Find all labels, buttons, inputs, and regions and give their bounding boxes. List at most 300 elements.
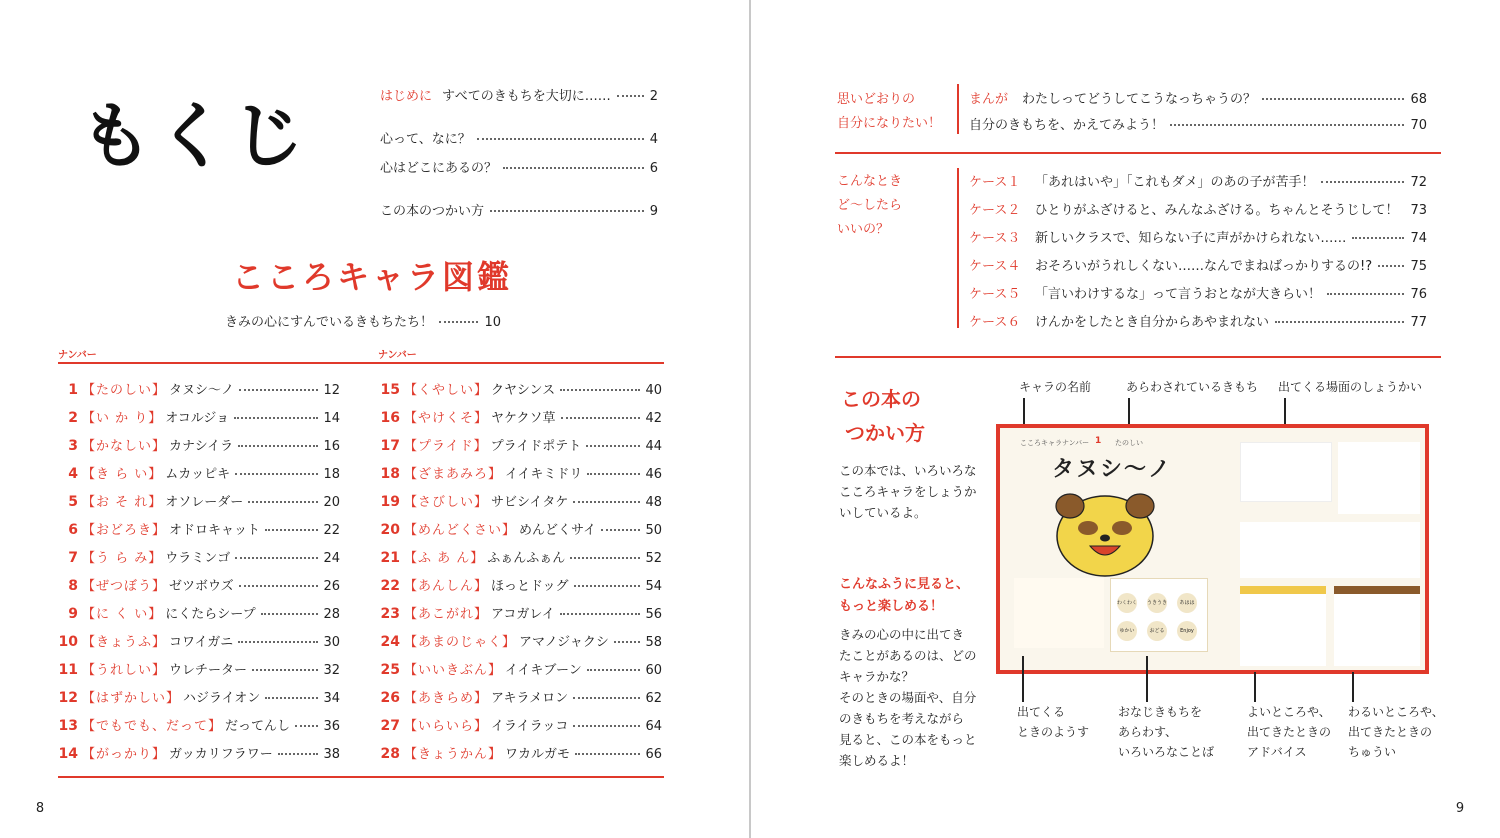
list-item[interactable] <box>374 687 662 705</box>
leader-dots <box>252 669 318 671</box>
entry-number: 8 <box>68 578 78 594</box>
entry-page: 22 <box>323 523 340 538</box>
howto-body-line: こころキャラをしょうか <box>839 484 977 499</box>
section2-rule <box>835 356 1441 358</box>
word-chip: おどる <box>1147 621 1167 641</box>
entry-name: ワカルガモ <box>505 747 571 762</box>
entry-name: ガッカリフラワー <box>169 747 273 762</box>
entry-number: 13 <box>58 718 78 734</box>
column-label-left: ナンバー <box>58 350 97 361</box>
case-page: 76 <box>1410 287 1427 302</box>
howto-body2 <box>839 624 977 771</box>
callout-line-text: 出てくる <box>1017 705 1066 719</box>
howto-body2-line: そのときの場面や、自分 <box>839 690 977 705</box>
entry-feeling: 【かなしい】 <box>82 439 167 454</box>
entry-name: にくたらシープ <box>165 607 256 622</box>
entry-name: ヤケクソ草 <box>491 411 556 426</box>
case-label: ケース２ <box>969 203 1021 218</box>
entry-feeling: 【いいきぶん】 <box>404 663 503 678</box>
list-item[interactable] <box>52 407 340 425</box>
section2-label <box>837 170 902 242</box>
entry-number: 3 <box>68 438 78 454</box>
list-item[interactable] <box>374 575 662 593</box>
entry-page: 24 <box>323 551 340 566</box>
callout-line-text: あらわす、 <box>1118 725 1178 739</box>
entry-name: だってんし <box>225 719 291 734</box>
leader-dots <box>1275 321 1404 323</box>
case-title: 新しいクラスで、知らない子に声がかけられない…… <box>1035 231 1347 246</box>
page-number-left: 8 <box>26 795 54 823</box>
entry-page: 34 <box>323 691 340 706</box>
toc-row-tag: はじめに <box>380 89 433 104</box>
leader-dots <box>1378 265 1404 267</box>
leader-dots <box>1321 181 1405 183</box>
leader-dots <box>574 585 641 587</box>
page-number-right: 9 <box>1446 795 1474 823</box>
sample-spread-thumbnail <box>996 424 1429 674</box>
case-label: ケース３ <box>969 231 1021 246</box>
page-title: もくじ <box>80 94 309 178</box>
howto-body2-line: 楽しめるよ！ <box>839 753 915 768</box>
entry-name: ゼツボウズ <box>169 579 234 594</box>
entry-name: サビシイタケ <box>491 495 569 510</box>
howto-subtitle-line1: こんなふうに見ると、 <box>839 577 970 592</box>
word-chip: Enjoy <box>1177 621 1197 641</box>
list-item[interactable] <box>374 659 662 677</box>
entry-page: 32 <box>323 663 340 678</box>
entry-name: イイキブーン <box>505 663 582 678</box>
leader-dots <box>573 725 640 727</box>
entry-feeling: 【くやしい】 <box>404 383 489 398</box>
entry-name: タヌシ～ノ <box>169 383 235 398</box>
entry-number: 1 <box>68 382 78 398</box>
list-item[interactable] <box>374 379 662 397</box>
thumb-header: こころキャラナンバー <box>1020 439 1090 447</box>
entry-page: 14 <box>323 411 340 426</box>
thumb-tag: たのしい <box>1115 439 1143 447</box>
entry-name: オドロキャット <box>169 523 261 538</box>
entry-page: 52 <box>645 551 662 566</box>
case-row[interactable] <box>969 199 1427 218</box>
entry-page: 44 <box>645 439 662 454</box>
leader-dots <box>477 138 644 140</box>
leader-dots <box>573 501 640 503</box>
leader-dots <box>239 585 319 587</box>
entry-feeling: 【ふ あ ん】 <box>404 551 485 566</box>
section1-row-page: 68 <box>1410 92 1427 107</box>
list-item[interactable] <box>374 519 662 537</box>
leader-dots <box>586 445 640 447</box>
entry-number: 16 <box>380 410 400 426</box>
entry-number: 19 <box>380 494 400 510</box>
toc-row-label: 心って、なに？ <box>380 132 471 147</box>
callout-line-text: おなじきもちを <box>1118 705 1203 719</box>
leader-dots <box>238 641 318 643</box>
case-label: ケース５ <box>969 287 1021 302</box>
leader-dots <box>248 501 318 503</box>
entry-name: アマノジャクシ <box>519 635 609 650</box>
case-title: けんかをしたとき自分からあやまれない <box>1035 315 1270 330</box>
entry-feeling: 【がっかり】 <box>82 747 167 762</box>
leader-dots <box>239 389 318 391</box>
leader-dots <box>278 753 319 755</box>
section1-label-line1: 思いどおりの <box>837 92 916 107</box>
leader-dots <box>295 725 318 727</box>
callout-line-text: 出てきたときの <box>1247 725 1332 739</box>
section-title: こころキャラ図鑑 <box>232 258 513 296</box>
entry-feeling: 【やけくそ】 <box>404 411 489 426</box>
leader-dots <box>490 210 644 212</box>
entry-feeling: 【はずかしい】 <box>82 691 181 706</box>
leader-dots <box>1352 237 1404 239</box>
left-page <box>0 0 749 838</box>
list-item[interactable] <box>52 715 340 733</box>
entry-number: 28 <box>380 746 400 762</box>
entry-name: ウレチーター <box>169 663 248 678</box>
list-item[interactable] <box>52 743 340 761</box>
entry-name: ハジライオン <box>183 691 261 706</box>
entry-number: 6 <box>68 522 78 538</box>
case-label: ケース６ <box>969 315 1021 330</box>
entry-page: 20 <box>323 495 340 510</box>
entry-page: 58 <box>645 635 662 650</box>
callout-advice <box>1247 702 1331 762</box>
section1-row-page: 70 <box>1410 118 1427 133</box>
entry-number: 15 <box>380 382 400 398</box>
callout-line <box>1352 672 1354 702</box>
entry-number: 27 <box>380 718 400 734</box>
entry-page: 54 <box>645 579 662 594</box>
entry-name: オコルジョ <box>165 411 230 426</box>
entry-number: 26 <box>380 690 400 706</box>
howto-body-line: いしているよ。 <box>839 505 927 520</box>
callout-scene: 出てくる場面のしょうかい <box>1278 380 1423 394</box>
list-item[interactable] <box>374 491 662 509</box>
case-page: 75 <box>1410 259 1427 274</box>
case-row[interactable] <box>969 255 1427 274</box>
entry-number: 9 <box>68 606 78 622</box>
thumb-text-block <box>1014 578 1104 648</box>
section1-label-line2: 自分になりたい！ <box>837 116 942 131</box>
howto-title-line2: つかい方 <box>845 421 925 445</box>
entry-page: 12 <box>323 383 340 398</box>
word-chip: ゆかい <box>1117 621 1137 641</box>
entry-feeling: 【い か り】 <box>82 411 163 426</box>
entry-number: 12 <box>58 690 78 706</box>
leader-dots <box>587 669 641 671</box>
entry-feeling: 【ざまあみろ】 <box>404 467 503 482</box>
list-item[interactable] <box>374 463 662 481</box>
howto-body-line: この本では、いろいろな <box>839 463 977 478</box>
entry-feeling: 【うれしい】 <box>82 663 167 678</box>
entry-name: イライラッコ <box>491 719 569 734</box>
entry-feeling: 【でもでも、だって】 <box>82 719 223 734</box>
leader-dots <box>575 753 640 755</box>
section1-row-text: 自分のきもちを、かえてみよう！ <box>969 118 1165 133</box>
leader-dots <box>560 389 640 391</box>
leader-dots <box>265 697 318 699</box>
toc-row-label: この本のつかい方 <box>380 204 485 219</box>
mascot-illustration <box>1030 484 1180 584</box>
callout-line-text: ときのようす <box>1017 725 1090 739</box>
entry-feeling: 【に く い】 <box>82 607 163 622</box>
callout-character-name: キャラの名前 <box>1019 380 1092 394</box>
entry-page: 60 <box>645 663 662 678</box>
thumb-character-name: タヌシ～ノ <box>1052 457 1173 482</box>
section-subtitle-page: 10 <box>484 315 501 330</box>
entry-feeling: 【う ら み】 <box>82 551 163 566</box>
entry-number: 17 <box>380 438 400 454</box>
entry-number: 14 <box>58 746 78 762</box>
column-label-right: ナンバー <box>378 350 417 361</box>
case-title: 「あれはいや」「これもダメ」のあの子が苦手！ <box>1035 175 1315 190</box>
entry-feeling: 【ぜつぼう】 <box>82 579 167 594</box>
list-item[interactable] <box>52 379 340 397</box>
section1-row-tag: まんが <box>969 92 1009 107</box>
entry-name: プライドポテト <box>490 439 582 454</box>
thumb-number: 1 <box>1095 436 1102 446</box>
howto-subtitle-line2: もっと楽しめる！ <box>839 599 944 614</box>
entry-page: 48 <box>645 495 662 510</box>
case-title: 「言いわけするな」って言うおとなが大きらい！ <box>1035 287 1322 302</box>
list-item[interactable] <box>52 659 340 677</box>
bottom-rule <box>58 776 664 778</box>
case-page: 77 <box>1410 315 1427 330</box>
toc-row-page: 4 <box>649 132 658 147</box>
case-title: ひとりがふざけると、みんなふざける。ちゃんとそうじして！ <box>1034 203 1399 218</box>
leader-dots <box>570 557 640 559</box>
entry-name: アキラメロン <box>491 691 569 706</box>
entry-number: 24 <box>380 634 400 650</box>
callout-situation <box>1017 702 1089 742</box>
entry-name: イイキミドリ <box>505 467 583 482</box>
entry-feeling: 【あきらめ】 <box>404 691 489 706</box>
list-item[interactable] <box>52 687 340 705</box>
entry-number: 21 <box>380 550 400 566</box>
entry-feeling: 【きょうふ】 <box>82 635 167 650</box>
leader-dots <box>238 445 318 447</box>
word-chip: あはは <box>1177 593 1197 613</box>
list-item[interactable] <box>374 603 662 621</box>
case-row[interactable] <box>969 283 1427 302</box>
howto-body2-line: きみの心の中に出てき <box>839 627 965 642</box>
list-item[interactable] <box>52 547 340 565</box>
callout-words <box>1118 702 1214 762</box>
section2-divider <box>957 168 959 328</box>
list-item[interactable] <box>374 435 662 453</box>
entry-page: 46 <box>645 467 662 482</box>
section1-divider <box>957 84 959 134</box>
leader-dots <box>614 641 641 643</box>
callout-line-text: ちゅうい <box>1348 745 1397 759</box>
entry-number: 18 <box>380 466 400 482</box>
entry-feeling: 【たのしい】 <box>82 383 167 398</box>
howto-subtitle <box>839 574 969 618</box>
entry-name: ムカッピキ <box>165 467 231 482</box>
case-row[interactable] <box>969 311 1427 330</box>
entry-number: 4 <box>68 466 78 482</box>
section2-label-line2: ど～したら <box>837 198 903 213</box>
entry-name: クヤシンス <box>491 383 556 398</box>
leader-dots <box>503 167 644 169</box>
section2-label-line3: いいの？ <box>837 222 890 237</box>
entry-page: 30 <box>323 635 340 650</box>
list-item[interactable] <box>52 575 340 593</box>
right-page <box>751 0 1500 838</box>
entry-feeling: 【きょうかん】 <box>404 747 503 762</box>
thumb-scene-illustration-2 <box>1240 522 1420 578</box>
callout-line-text: アドバイス <box>1247 745 1307 759</box>
entry-number: 22 <box>380 578 400 594</box>
entry-page: 64 <box>645 719 662 734</box>
entry-number: 2 <box>68 410 78 426</box>
case-page: 73 <box>1410 203 1427 218</box>
entry-name: コワイガニ <box>169 635 234 650</box>
entry-page: 66 <box>645 747 662 762</box>
entry-page: 56 <box>645 607 662 622</box>
entry-page: 62 <box>645 691 662 706</box>
howto-body2-line: のきもちを考えながら <box>839 711 965 726</box>
entry-name: オソレーダー <box>165 495 244 510</box>
section-subtitle: きみの心にすんでいるきもちたち！ <box>225 315 434 330</box>
entry-feeling: 【あんしん】 <box>404 579 489 594</box>
entry-page: 26 <box>323 579 340 594</box>
entry-number: 25 <box>380 662 400 678</box>
list-item[interactable] <box>52 491 340 509</box>
entry-feeling: 【あこがれ】 <box>404 607 489 622</box>
callout-caution <box>1348 702 1444 762</box>
list-item[interactable] <box>374 547 662 565</box>
thumb-good-points <box>1240 586 1326 666</box>
entry-page: 28 <box>323 607 340 622</box>
case-title: おそろいがうれしくない……なんでまねばっかりするの!? <box>1035 259 1373 274</box>
case-row[interactable] <box>969 227 1427 246</box>
callout-line <box>1022 656 1024 702</box>
entry-page: 42 <box>645 411 662 426</box>
entry-page: 16 <box>323 439 340 454</box>
entry-name: アコガレイ <box>491 607 555 622</box>
entry-number: 20 <box>380 522 400 538</box>
leader-dots <box>439 321 478 323</box>
top-rule <box>58 362 664 364</box>
toc-row-label: すべてのきもちを大切に…… <box>442 89 611 104</box>
toc-row-page: 6 <box>649 161 658 176</box>
list-item[interactable] <box>374 715 662 733</box>
howto-title <box>841 382 925 450</box>
list-item[interactable] <box>52 631 340 649</box>
entry-feeling: 【さびしい】 <box>404 495 489 510</box>
leader-dots <box>1327 293 1404 295</box>
thumb-scene-illustration <box>1338 442 1420 514</box>
howto-body2-line: キャラかな？ <box>839 669 915 684</box>
entry-name: めんどくサイ <box>519 523 597 538</box>
leader-dots <box>265 529 318 531</box>
leader-dots <box>617 95 644 97</box>
leader-dots <box>235 557 318 559</box>
toc-row[interactable] <box>380 85 658 104</box>
case-label: ケース１ <box>969 175 1021 190</box>
section1-label <box>837 88 941 136</box>
entry-page: 40 <box>645 383 662 398</box>
entry-feeling: 【き ら い】 <box>82 467 163 482</box>
case-label: ケース４ <box>969 259 1021 274</box>
list-item[interactable] <box>374 631 662 649</box>
callout-line-text: 出てきたときの <box>1348 725 1433 739</box>
list-item[interactable] <box>374 743 662 761</box>
case-row[interactable] <box>969 171 1427 190</box>
leader-dots <box>573 697 640 699</box>
leader-dots <box>561 417 641 419</box>
thumb-bad-points <box>1334 586 1420 666</box>
thumb-scene-text <box>1240 442 1332 502</box>
entry-number: 23 <box>380 606 400 622</box>
entry-number: 5 <box>68 494 78 510</box>
callout-line-text: よいところや、 <box>1247 705 1331 719</box>
leader-dots <box>1170 124 1404 126</box>
entry-feeling: 【あまのじゃく】 <box>404 635 517 650</box>
word-chip: うきうき <box>1147 593 1167 613</box>
toc-row-page: 2 <box>649 89 658 104</box>
toc-row[interactable] <box>380 157 658 176</box>
callout-feeling: あらわされているきもち <box>1126 380 1259 394</box>
case-page: 74 <box>1410 231 1427 246</box>
section1-row-text: わたしってどうしてこうなっちゃうの？ <box>1022 92 1257 107</box>
section1-row[interactable] <box>969 114 1427 133</box>
leader-dots <box>601 529 640 531</box>
thumb-word-box <box>1110 578 1208 652</box>
entry-name: カナシイラ <box>169 439 234 454</box>
word-chip: わくわく <box>1117 593 1137 613</box>
entry-feeling: 【おどろき】 <box>82 523 167 538</box>
entry-number: 11 <box>58 662 78 678</box>
leader-dots <box>234 417 318 419</box>
list-item[interactable] <box>52 463 340 481</box>
leader-dots <box>261 613 319 615</box>
section-subtitle-row[interactable] <box>225 311 501 330</box>
entry-feeling: 【めんどくさい】 <box>404 523 517 538</box>
case-page: 72 <box>1410 175 1427 190</box>
toc-row[interactable] <box>380 128 658 147</box>
howto-body2-line: 見ると、この本をもっと <box>839 732 977 747</box>
section1-row[interactable] <box>969 88 1427 107</box>
entry-number: 10 <box>58 634 78 650</box>
howto-body <box>839 460 977 523</box>
list-item[interactable] <box>52 519 340 537</box>
leader-dots <box>1262 98 1404 100</box>
leader-dots <box>235 473 318 475</box>
entry-feeling: 【いらいら】 <box>404 719 489 734</box>
entry-name: ウラミンゴ <box>165 551 231 566</box>
entry-page: 36 <box>323 719 340 734</box>
callout-line <box>1254 672 1256 702</box>
entry-page: 38 <box>323 747 340 762</box>
entry-page: 18 <box>323 467 340 482</box>
entry-feeling: 【プライド】 <box>404 439 488 454</box>
callout-line-text: いろいろなことば <box>1118 745 1215 759</box>
toc-row[interactable] <box>380 200 658 219</box>
list-item[interactable] <box>374 407 662 425</box>
callout-line-text: わるいところや、 <box>1348 705 1444 719</box>
entry-page: 50 <box>645 523 662 538</box>
callout-line <box>1146 656 1148 702</box>
section1-rule <box>835 152 1441 154</box>
leader-dots <box>587 473 640 475</box>
list-item[interactable] <box>52 603 340 621</box>
toc-row-label: 心はどこにあるの？ <box>380 161 498 176</box>
leader-dots <box>560 613 641 615</box>
list-item[interactable] <box>52 435 340 453</box>
entry-number: 7 <box>68 550 78 566</box>
